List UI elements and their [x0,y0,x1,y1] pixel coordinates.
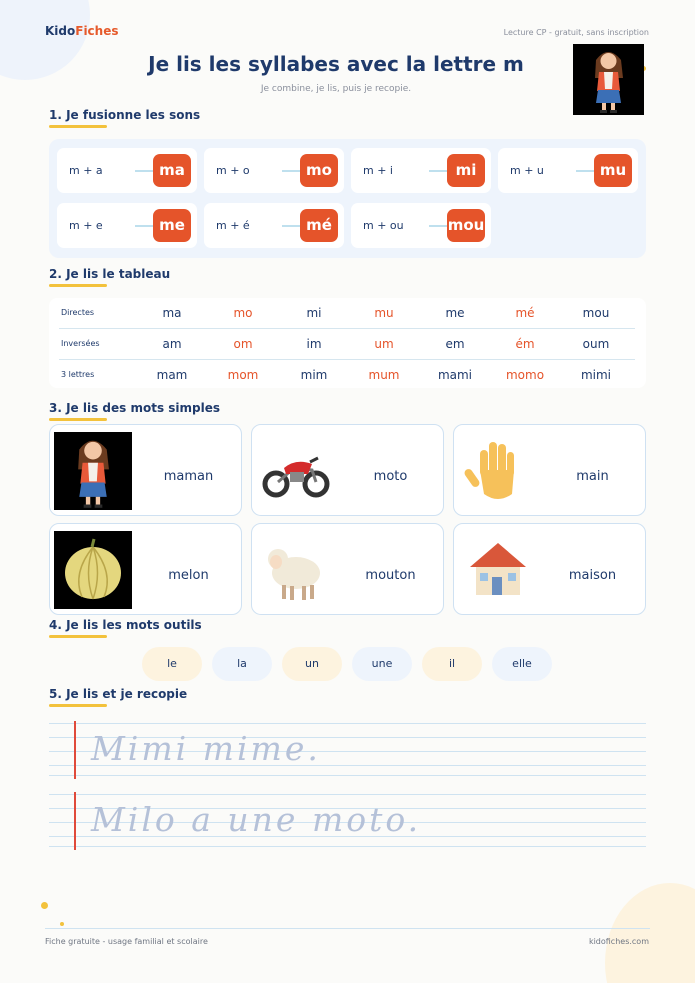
sheep-icon [256,531,334,609]
section-title-fusion [49,108,200,128]
word-label: main [576,469,609,484]
fusion-card [57,148,197,193]
table-cell: em [445,337,465,351]
tool-word-pill: elle [492,647,552,681]
section-title-words [49,401,220,421]
page-subtitle: Je combine, je lis, puis je recopie. [260,84,412,94]
table-cell: mim [300,368,328,382]
decor-blob-bottom-right [605,883,695,983]
tool-word-pill: il [422,647,482,681]
tool-word-pill: un [282,647,342,681]
ruled-line [49,723,646,724]
top-note: Lecture CP - gratuit, sans inscription [503,28,649,37]
fusion-formula: m + o [216,164,250,177]
fusion-card [498,148,638,193]
table-cell: oum [582,337,610,351]
section-title-text: 2. Je lis le tableau [49,267,171,281]
fusion-formula: m + a [69,164,103,177]
word-card [251,424,444,516]
ruled-line [49,794,646,795]
fusion-result: mu [594,154,632,187]
fusion-card [57,203,197,248]
section-title-text: 3. Je lis des mots simples [49,401,221,415]
house-icon [458,531,536,609]
section-title-copy [49,687,187,707]
word-label: moto [373,469,408,484]
word-label: maison [568,568,617,583]
table-cell: me [445,306,465,320]
section-title-table [49,267,170,287]
fusion-formula: m + é [216,219,250,232]
table-cell: momo [505,368,545,382]
tool-word-pill: une [352,647,412,681]
word-label: maman [163,469,214,484]
decor-dot [60,922,64,926]
section-underline [49,704,107,707]
section-title-text: 5. Je lis et je recopie [49,687,188,701]
section-underline [49,284,107,287]
fusion-formula: m + ou [363,219,404,232]
ruled-line [49,846,646,847]
table-cell: um [374,337,394,351]
ruled-line [49,775,646,776]
table-cell: mu [374,306,394,320]
footer-divider [45,928,650,929]
page-title: Je lis les syllabes avec la lettre m [148,52,524,76]
table-cell: mo [233,306,253,320]
fusion-result: mo [300,154,338,187]
tool-word-pill: la [212,647,272,681]
fusion-result: me [153,209,191,242]
hand-icon [458,432,536,510]
table-cell: ém [515,337,535,351]
margin-line [74,721,76,779]
table-cell: mam [156,368,188,382]
teacher-avatar [573,44,644,115]
word-card [453,523,646,615]
section-title-tool-words [49,618,202,638]
word-card [251,523,444,615]
fusion-card [351,203,491,248]
table-cell: mé [515,306,535,320]
fusion-formula: m + u [510,164,544,177]
melon-icon [54,531,132,609]
table-cell: am [162,337,182,351]
decor-dot [41,902,48,909]
woman-icon [54,432,132,510]
motorcycle-icon [256,432,334,510]
table-cell: mami [437,368,473,382]
row-label: Inversées [61,339,100,348]
table-cell: ma [162,306,182,320]
table-row [59,360,635,391]
section-underline [49,635,107,638]
brand-name-part2: Fiches [75,24,119,38]
section-title-text: 4. Je lis les mots outils [49,618,202,632]
row-label: 3 lettres [61,370,95,379]
fusion-result: ma [153,154,191,187]
table-cell: mimi [580,368,612,382]
table-cell: mom [227,368,259,382]
table-row [59,298,635,329]
word-card [49,523,242,615]
copy-model-text: Milo a une moto. [91,800,422,839]
table-cell: mou [582,306,610,320]
tool-word-pill: le [142,647,202,681]
writing-lines[interactable] [49,794,646,852]
fusion-card [204,203,344,248]
section-underline [49,418,107,421]
table-cell: im [306,337,322,351]
fusion-card [204,148,344,193]
brand-name-part1: Kido [45,24,76,38]
fusion-panel [49,139,646,258]
footer-note: Fiche gratuite - usage familial et scolaire [45,937,208,946]
section-title-text: 1. Je fusionne les sons [49,108,201,122]
table-cell: mi [306,306,322,320]
fusion-result: mi [447,154,485,187]
writing-lines[interactable] [49,723,646,781]
fusion-formula: m + e [69,219,103,232]
margin-line [74,792,76,850]
word-card [49,424,242,516]
table-cell: om [233,337,253,351]
footer-site-link[interactable]: kidofiches.com [588,937,649,946]
syllable-table [49,298,646,388]
row-label: Directes [61,308,95,317]
word-card [453,424,646,516]
copy-model-text: Mimi mime. [91,729,321,768]
fusion-result: mou [447,209,485,242]
section-underline [49,125,107,128]
fusion-result: mé [300,209,338,242]
table-cell: mum [368,368,400,382]
word-label: mouton [365,568,416,583]
fusion-formula: m + i [363,164,393,177]
word-label: melon [168,568,209,583]
brand-logo[interactable] [45,24,119,38]
woman-icon [573,44,644,115]
table-row [59,329,635,360]
fusion-card [351,148,491,193]
